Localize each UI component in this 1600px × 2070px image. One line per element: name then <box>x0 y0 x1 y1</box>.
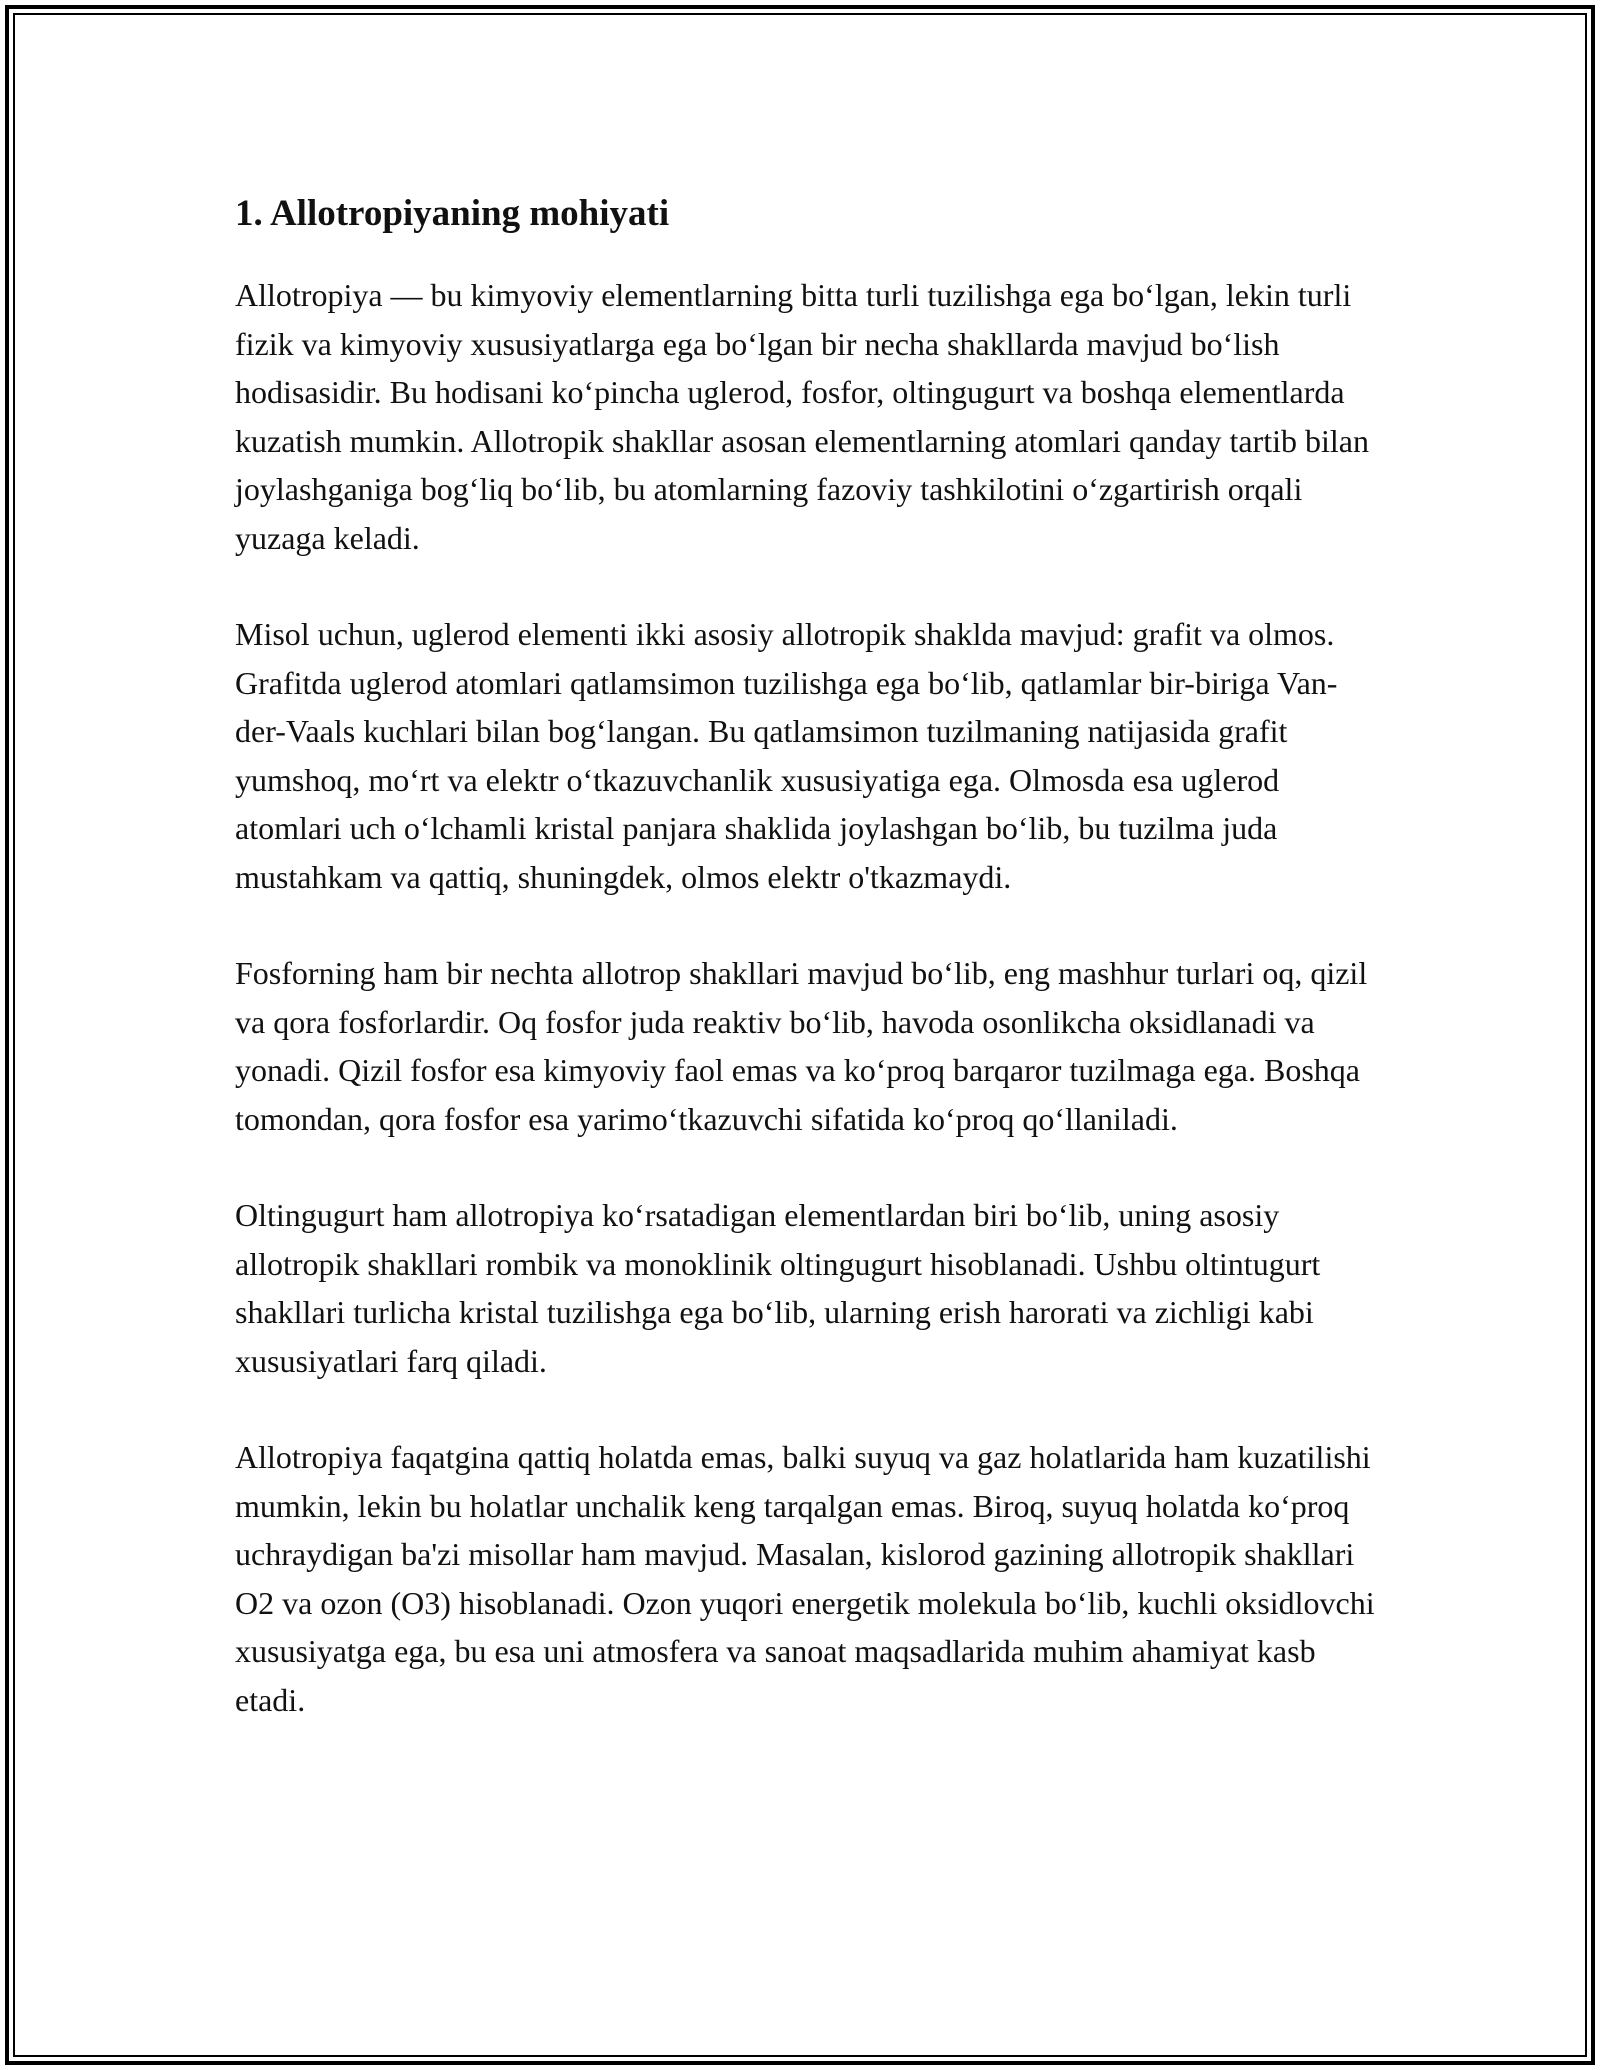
paragraph-carbon: Misol uchun, uglerod elementi ikki asosiy allotropik shaklda mavjud: grafit va olmos. Grafitda uglerod atomlari qatlamsimon tuzilishga ega bo‘lib, qatlamlar bir-biriga Van-der-Vaals kuchlari bilan bog‘langan. Bu qatlamsimon tuzilmaning natijasida grafit yumshoq, mo‘rt va elektr o‘tkazuvchanlik xususiyatiga ega. Olmosda esa uglerod atomlari uch o‘lchamli kristal panjara shaklida joylashgan bo‘lib, bu tuzilma juda mustahkam va qattiq, shuningdek, olmos elektr o'tkazmaydi. <box>235 616 1338 895</box>
paragraph-phosphorus: Fosforning ham bir nechta allotrop shakllari mavjud bo‘lib, eng mashhur turlari oq, qizil va qora fosforlardir. Oq fosfor juda reaktiv bo‘lib, havoda osonlikcha oksidlanadi va yonadi. Qizil fosfor esa kimyoviy faol emas va ko‘proq barqaror tuzilmaga ega. Boshqa tomondan, qora fosfor esa yarimo‘tkazuvchi sifatida ko‘proq qo‘llaniladi. <box>235 955 1368 1137</box>
paragraph-definition: Allotropiya — bu kimyoviy elementlarning bitta turli tuzilishga ega bo‘lgan, lekin turli fizik va kimyoviy xususiyatlarga ega bo‘lgan bir necha shakllarda mavjud bo‘lish hodisasidir. Bu hodisani ko‘pincha uglerod, fosfor, oltingugurt va boshqa elementlarda kuzatish mumkin. Allotropik shakllar asosan elementlarning atomlari qanday tartib bilan joylashganiga bog‘liq bo‘lib, bu atomlarning fazoviy tashkilotini o‘zgartirish orqali yuzaga keladi. <box>235 277 1369 556</box>
paragraph-sulfur: Oltingugurt ham allotropiya ko‘rsatadigan elementlardan biri bo‘lib, uning asosiy allotropik shakllari rombik va monoklinik oltingugurt hisoblanadi. Ushbu oltintugurt shakllari turlicha kristal tuzilishga ega bo‘lib, ularning erish harorati va zichligi kabi xususiyatlari farq qiladi. <box>235 1197 1321 1379</box>
paragraph-states: Allotropiya faqatgina qattiq holatda emas, balki suyuq va gaz holatlarida ham kuzatilishi mumkin, lekin bu holatlar unchalik keng tarqalgan emas. Biroq, suyuq holatda ko‘proq uchraydigan ba'zi misollar ham mavjud. Masalan, kislorod gazining allotropik shakllari O2 va ozon (O3) hisoblanadi. Ozon yuqori energetik molekula bo‘lib, kuchli oksidlovchi xususiyatga ega, bu esa uni atmosfera va sanoat maqsadlarida muhim ahamiyat kasb etadi. <box>235 1439 1375 1718</box>
section-heading: 1. Allotropiyaning mohiyati <box>235 193 670 234</box>
document-body <box>235 185 1385 1772</box>
